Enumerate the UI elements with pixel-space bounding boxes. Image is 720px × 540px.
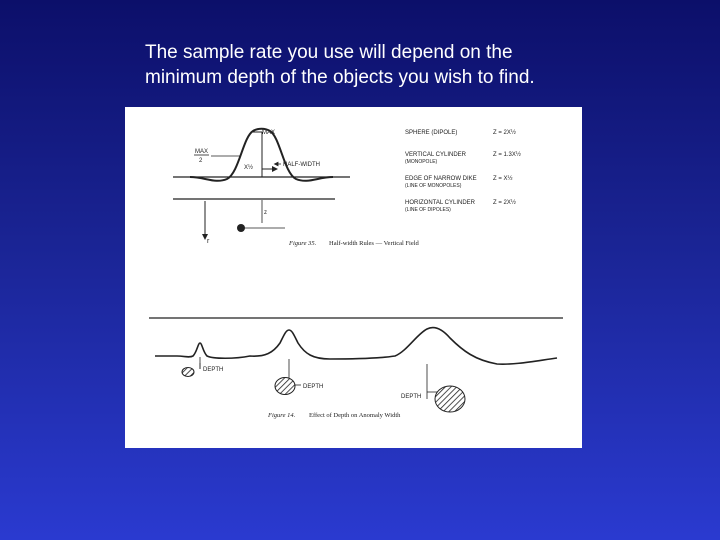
fig35-maxhalf-num: MAX: [195, 149, 209, 155]
fig14-body-2: [275, 378, 295, 395]
slide-title: [145, 40, 665, 90]
rule-4-sub: (LINE OF DIPOLES): [405, 207, 451, 213]
figure-svg: [125, 107, 582, 448]
rule-4-formula: Z = 2X½: [493, 200, 516, 206]
figure-35: [173, 129, 521, 247]
fig35-max-label: MAX: [262, 130, 276, 136]
title-line-2: minimum depth of the objects you wish to find.: [145, 67, 535, 88]
fig35-maxhalf-den: 2: [199, 158, 203, 164]
fig35-caption-text: Half-width Rules — Vertical Field: [329, 240, 419, 247]
rule-1-model: SPHERE (DIPOLE): [405, 130, 458, 136]
fig14-caption-text: Effect of Depth on Anomaly Width: [309, 412, 401, 419]
figure-14: [149, 318, 563, 419]
fig14-anomaly-profile: [155, 328, 557, 365]
fig35-caption-number: Figure 35.: [289, 240, 317, 247]
fig14-body-1: [182, 368, 194, 377]
fig35-source-body: [237, 224, 245, 232]
rule-1-formula: Z = 2X½: [493, 130, 516, 136]
fig35-xhalf-label: X½: [244, 165, 254, 171]
rule-2-formula: Z = 1.3X½: [493, 152, 521, 158]
fig14-depth-label-1: DEPTH: [203, 367, 224, 373]
fig35-halfwidth-label: HALF-WIDTH: [283, 162, 320, 168]
rule-4-model: HORIZONTAL CYLINDER: [405, 200, 476, 206]
fig35-z-label: z: [264, 210, 267, 216]
rule-2-sub: (MONOPOLE): [405, 159, 438, 165]
rule-3-sub: (LINE OF MONOPOLES): [405, 183, 462, 189]
fig14-body-3: [435, 386, 465, 412]
title-line-1: The sample rate you use will depend on the: [145, 42, 513, 63]
rule-3-formula: Z = X½: [493, 176, 513, 182]
fig14-depth-label-3: DEPTH: [401, 394, 422, 400]
rule-2-model: VERTICAL CYLINDER: [405, 152, 467, 158]
fig35-r-label: r: [207, 238, 210, 245]
figure-panel: [125, 107, 582, 448]
fig14-depth-label-2: DEPTH: [303, 384, 324, 390]
fig14-caption-number: Figure 14.: [268, 412, 296, 419]
rule-3-model: EDGE OF NARROW DIKE: [405, 176, 477, 182]
